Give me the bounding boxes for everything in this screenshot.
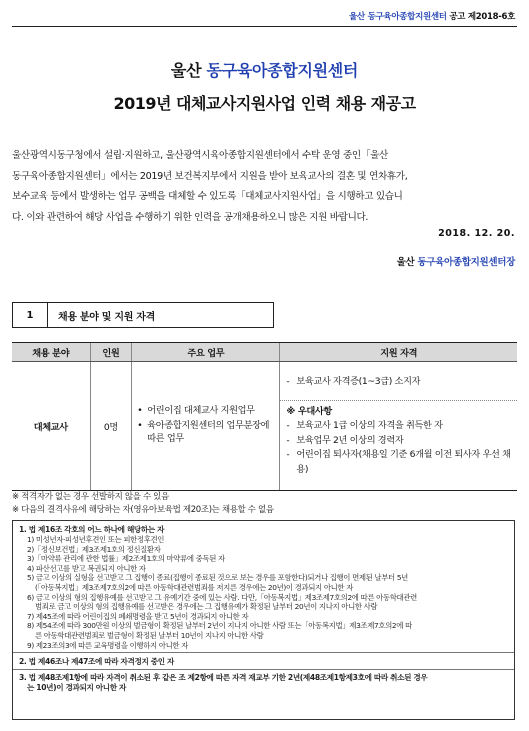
- section-title: 채용 분야 및 지원 자격: [58, 311, 155, 323]
- cell-qualification: [280, 362, 517, 491]
- disqualification-title-cont: 는 10년)이 경과되지 아니한 자: [27, 683, 127, 693]
- notice-label: 공고 제2018-6호: [449, 12, 515, 22]
- notice-number: [349, 10, 515, 22]
- section-number: 1: [13, 303, 48, 327]
- preference-item: - 보육교사 1급 이상의 자격을 취득한 자: [286, 420, 443, 431]
- preference-item: - 보육업무 2년 이상의 경력자: [286, 434, 404, 446]
- intro-line: 보수교육 등에서 발생하는 업무 공백을 대체할 수 있도록「대체교사지원사업」을 시행하고 있습니: [12, 191, 403, 202]
- page-title-org: [0, 58, 529, 81]
- header-duties: 주요 업무: [132, 343, 280, 362]
- duty-item: • 육아종합지원센터의 업무분장에 따른 업무: [137, 420, 270, 444]
- notice-date: 2018. 12. 20.: [438, 228, 515, 239]
- disqualification-item-3: [13, 670, 514, 695]
- intro-line: 동구육아종합지원센터」에서는 2019년 보건복지부에서 지원을 받아 보육교사의 결혼 및 연차휴가,: [12, 170, 408, 182]
- header-qualification: 지원 자격: [280, 343, 517, 362]
- disqualification-item-1: [13, 521, 514, 653]
- section-header: [12, 302, 274, 328]
- title-org-prefix: 울산: [170, 61, 202, 80]
- disqualification-sub: 6) 금고 이상의 형의 집행유예를 선고받고 그 유예기간 중에 있는 사람. 다만,「아동복지법」제3조제7호의2에 따른 아동학대관련 범죄로 금고 이상의 형의 집행유예를 선고받은 경우에는 그 집행유예가 확정된 날부터 20년이 지나지 아니한 사람: [27, 592, 417, 612]
- disqualification-sub: 3)「마약류 관리에 관한 법률」제2조제1호의 마약류에 중독된 자: [27, 554, 225, 564]
- disqualification-title: 2. 법 제46조나 제47조에 따라 자격정지 중인 자: [19, 657, 175, 667]
- disqualification-sub: 2)「정신보건법」제3조제1호의 정신질환자: [27, 544, 161, 554]
- header-org: 울산 동구육아종합지원센터: [349, 12, 447, 22]
- disqualification-sub: 5) 금고 이상의 실형을 선고받고 그 집행이 종료(집행이 종료된 것으로 보는 경우를 포함한다)되거나 집행이 면제된 날부터 5년 (「아동복지법」제3조제7호의2에 따른 아동학대관련범죄를 저지른 경우에는 20년)이 경과되지 아니한 자: [27, 573, 408, 592]
- table-row: [12, 362, 517, 491]
- page-title: 2019년 대체교사지원사업 인력 채용 재공고: [113, 94, 416, 113]
- cell-field: 대체교사: [12, 362, 90, 491]
- intro-line: 울산광역시동구청에서 설립·지원하고, 울산광역시육아종합지원센터에서 수탁 운영 중인「울산: [12, 150, 388, 161]
- note-no-candidate: ※ 적격자가 없는 경우 선발하지 않을 수 있음: [12, 492, 169, 502]
- preference-item: - 어린이집 퇴사자(채용일 기준 6개월 이전 퇴사자 우선 채용): [286, 449, 511, 475]
- recruitment-table: [12, 342, 517, 491]
- disqualification-box: [12, 520, 515, 720]
- note-disqualification: ※ 다음의 결격사유에 해당하는 자(영유아보육법 제20조)는 채용할 수 없음: [12, 505, 274, 515]
- signer-name: 동구육아종합지원센터장: [417, 257, 515, 268]
- header-divider: [12, 26, 517, 27]
- table-header-row: [12, 343, 517, 362]
- signer-prefix: 울산: [396, 257, 415, 268]
- header-count: 인원: [90, 343, 132, 362]
- duty-item: • 어린이집 대체교사 지원업무: [137, 404, 255, 416]
- disqualification-sub: 8) 제54조에 따라 300만원 이상의 벌금형이 확정된 날부터 2년이 지나지 아니한 사람 또는「아동복지법」제3조제7호의2에 따 른 아동학대관련범죄로 벌금형이 확정된 날부터 10년이 지나지 아니한 사람: [27, 621, 412, 640]
- disqualification-sub: 9) 제23조의3에 따른 교육명령을 이행하지 아니한 자: [27, 640, 188, 650]
- qualification-divider: [280, 400, 517, 401]
- qualification-item: - 보육교사 자격증(1~3급) 소지자: [286, 376, 421, 387]
- intro-line: 다. 이와 관련하여 해당 사업을 수행하기 위한 인력을 공개채용하오니 많은 지원 바랍니다.: [12, 211, 369, 223]
- disqualification-title: 3. 법 제48조제1항에 따라 자격이 취소된 후 같은 조 제2항에 따른 자격 재교부 기한 2년(제48조제1항제3호에 따라 취소된 경우: [19, 673, 428, 683]
- header-field: 채용 분야: [12, 343, 90, 362]
- disqualification-sub: 7) 제45조에 따라 어린이집의 폐쇄명령을 받고 5년이 경과되지 아니한 자: [27, 611, 249, 621]
- disqualification-title: 1. 법 제16조 각호의 어느 하나에 해당하는 자: [19, 525, 165, 534]
- disqualification-item-2: [13, 653, 514, 670]
- disqualification-sub: 4) 파산선고를 받고 복권되지 아니한 자: [27, 563, 146, 573]
- intro-paragraph: [12, 146, 517, 228]
- cell-count: 0명: [90, 362, 132, 491]
- signer: [397, 254, 515, 268]
- preference-title: ※ 우대사항: [286, 405, 332, 417]
- cell-duties: [132, 362, 280, 491]
- title-org-name: 동구육아종합지원센터: [206, 61, 359, 80]
- disqualification-sub: 1) 미성년자·피성년후견인 또는 피한정후견인: [27, 535, 165, 544]
